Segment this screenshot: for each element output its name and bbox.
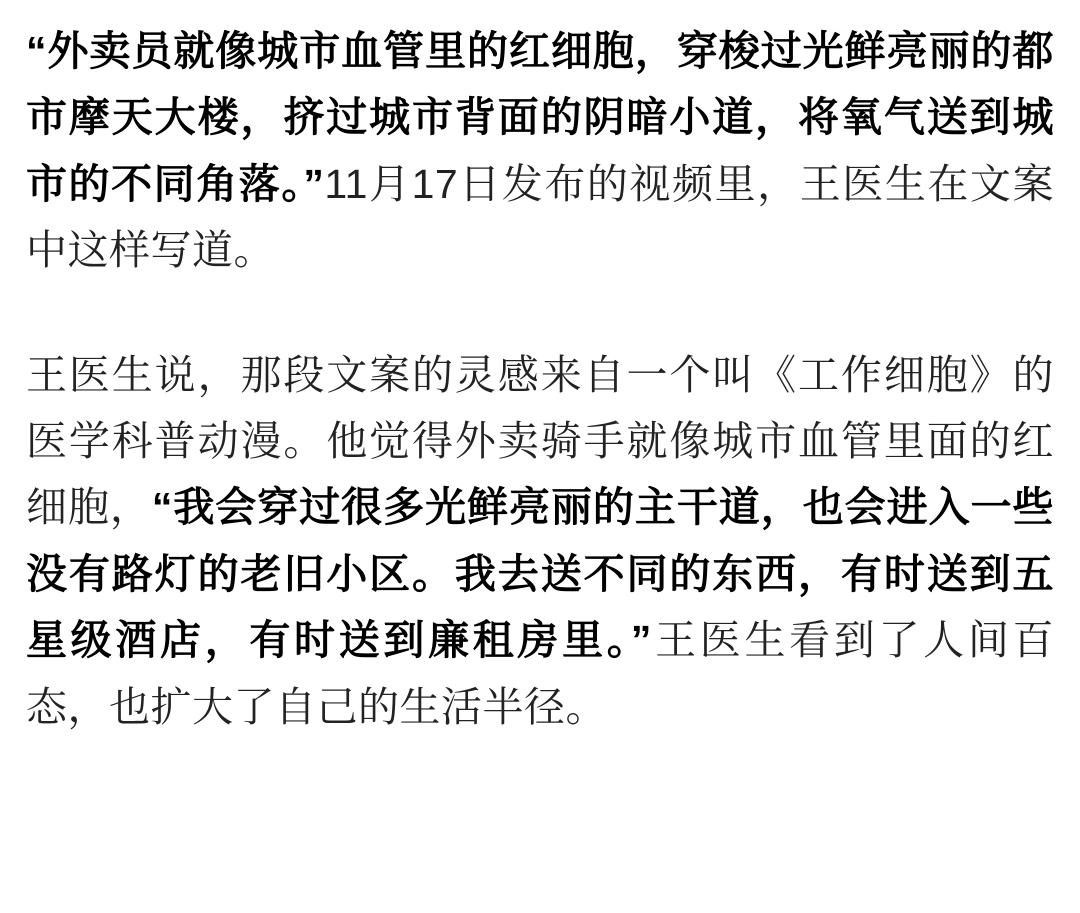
paragraph-1 bbox=[26, 18, 1054, 284]
quote-text-1: “外卖员就像城市血管里的红细胞，穿梭过光鲜亮丽的都市摩天大楼，挤过城市背面的阴暗小道，将氧气送到城市的不同角落。” bbox=[26, 28, 1054, 207]
attribution-text-1: 11月17日发布的视频里，王医生在文案中这样写道。 bbox=[26, 160, 1054, 274]
paragraph-2 bbox=[26, 342, 1054, 740]
narrative-text-2a: 王医生说，那段文案的灵感来自一个叫《工作细胞》的医学科普动漫。他觉得外卖骑手就像城市血管里面的红细胞， bbox=[26, 351, 1054, 531]
quote-text-2: “我会穿过很多光鲜亮丽的主干道，也会进入一些没有路灯的老旧小区。我去送不同的东西，有时送到五星级酒店，有时送到廉租房里。” bbox=[26, 484, 1054, 664]
narrative-text-2b: 王医生看到了人间百态，也扩大了自己的生活半径。 bbox=[26, 617, 1055, 730]
